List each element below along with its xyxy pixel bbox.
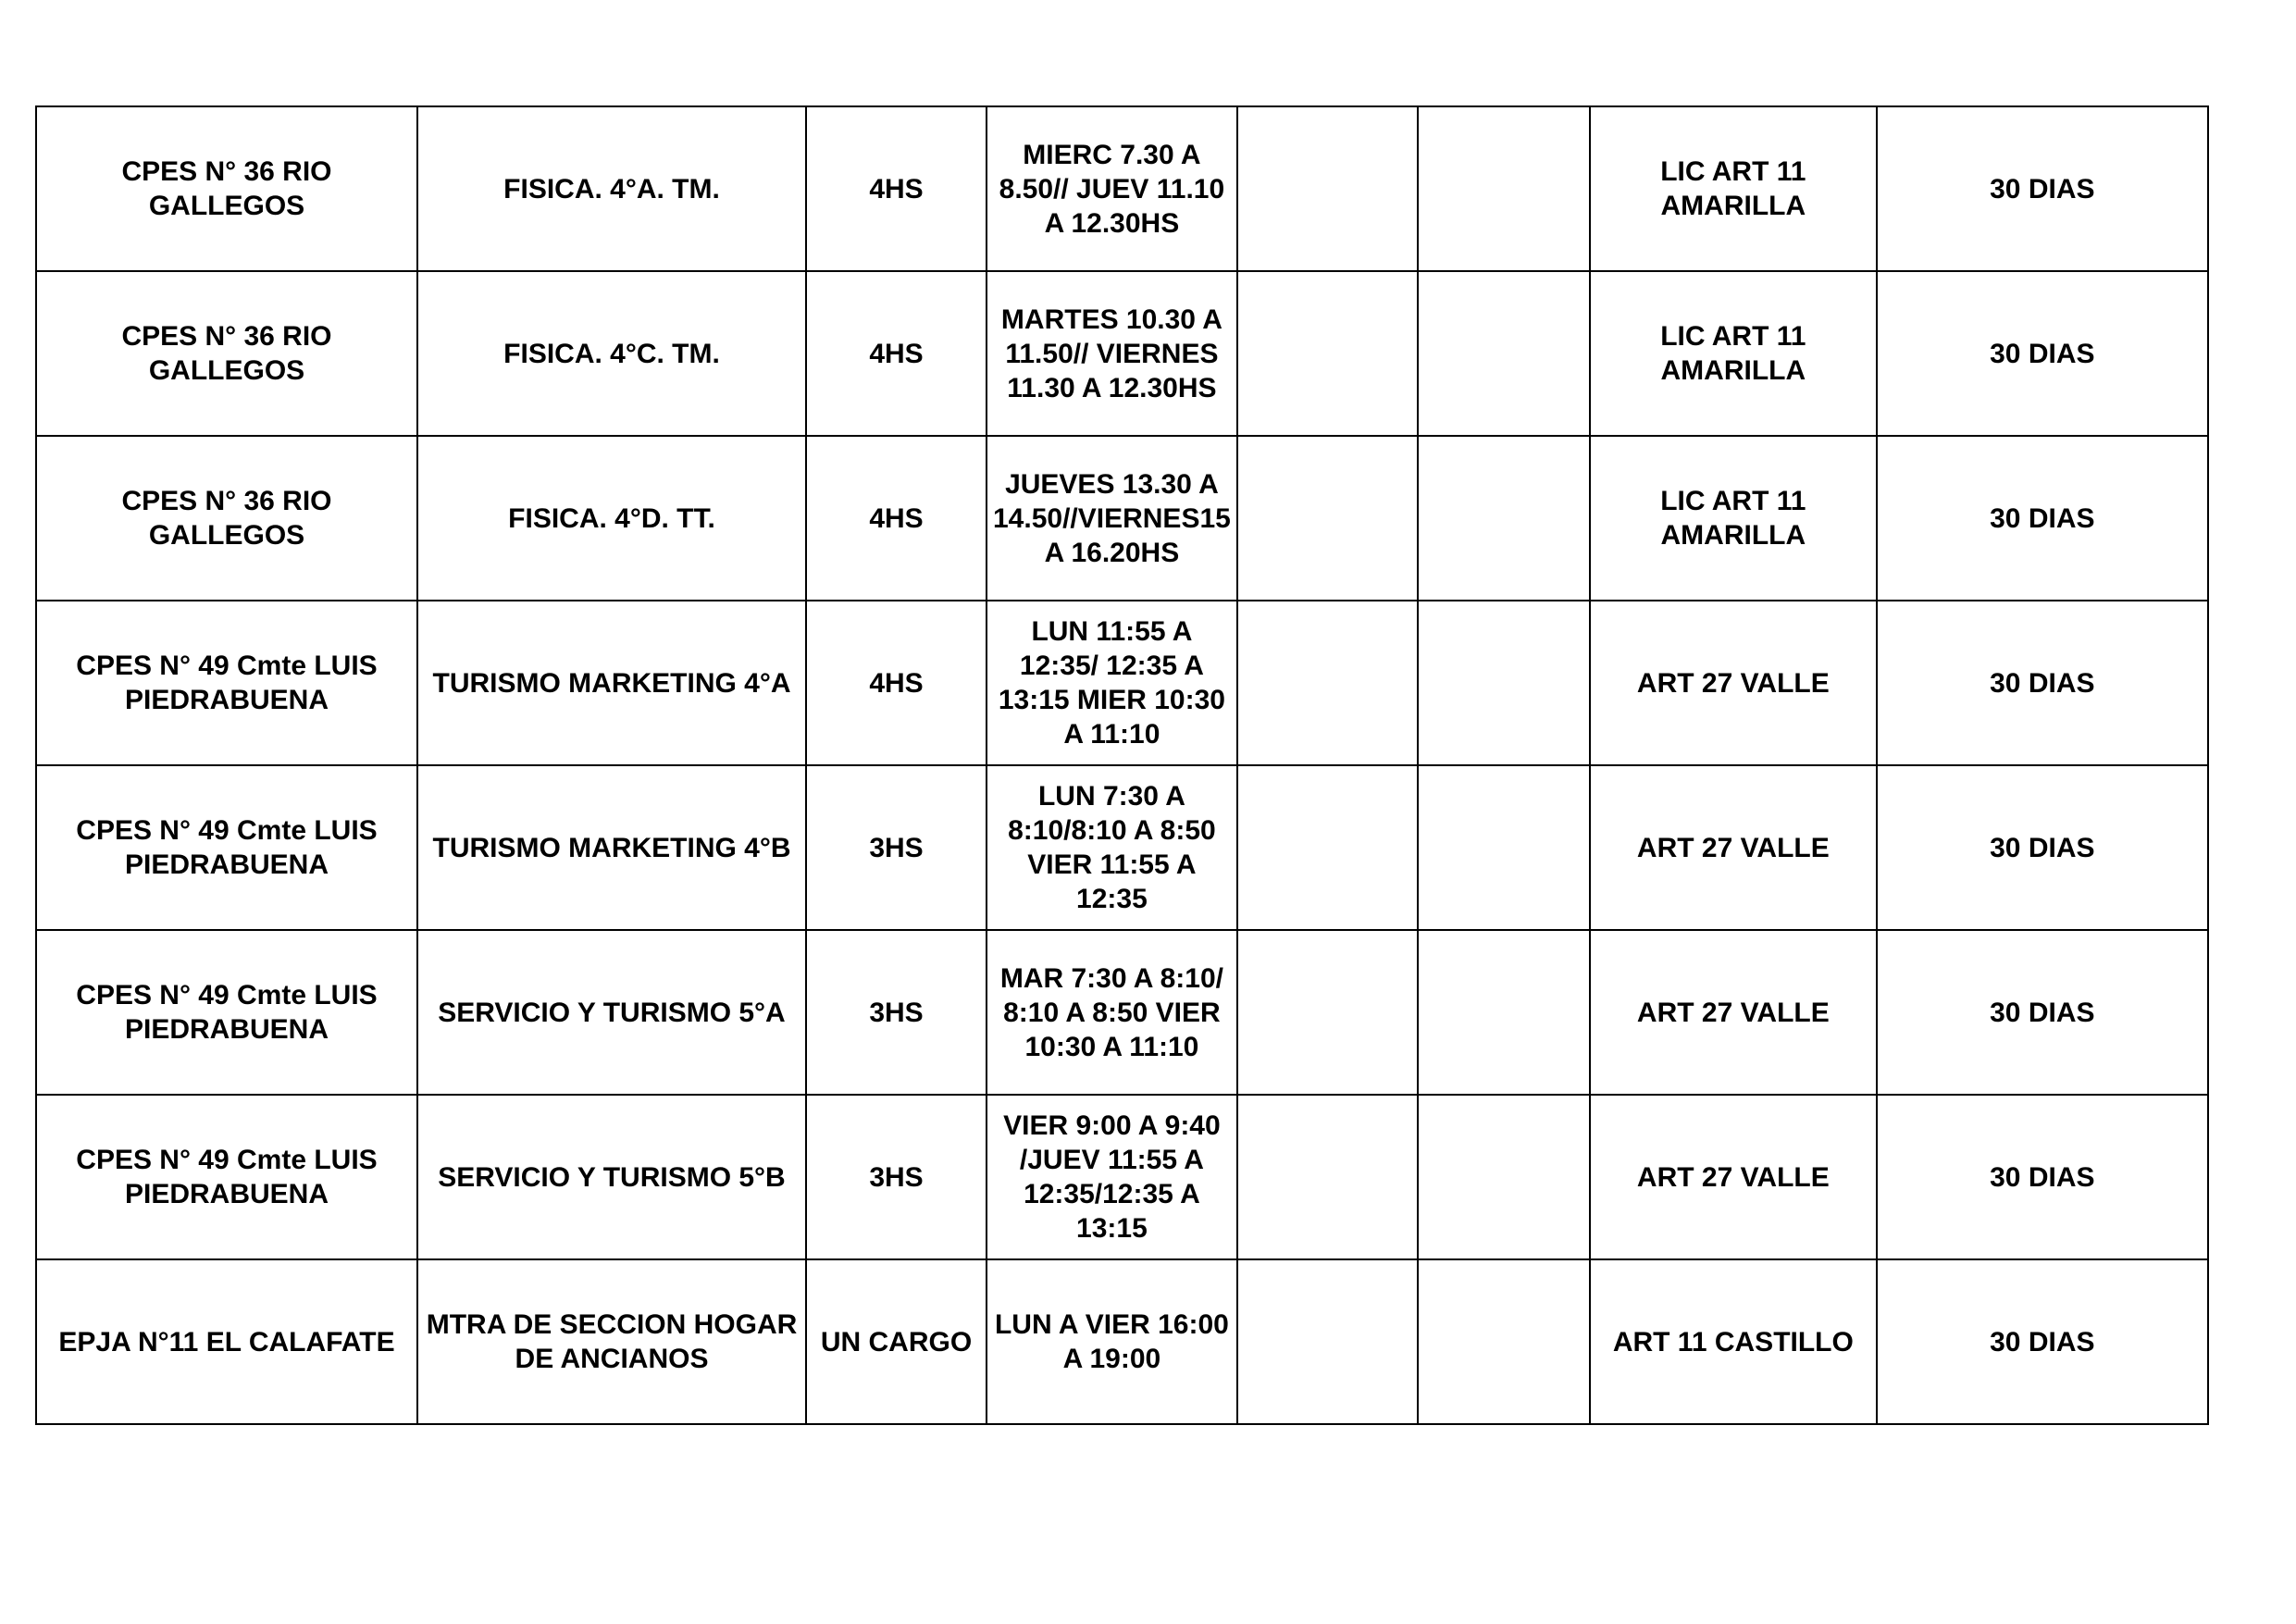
leave-reason-cell: ART 27 VALLE xyxy=(1590,601,1877,765)
institution-cell: CPES N° 49 Cmte LUIS PIEDRABUENA xyxy=(36,601,417,765)
hours-cell: 4HS xyxy=(806,601,987,765)
schedule-cell: MAR 7:30 A 8:10/ 8:10 A 8:50 VIER 10:30 A 11:10 xyxy=(987,930,1237,1095)
empty-cell xyxy=(1237,106,1418,271)
subject-cell: MTRA DE SECCION HOGAR DE ANCIANOS xyxy=(417,1259,806,1424)
institution-cell: CPES N° 36 RIO GALLEGOS xyxy=(36,106,417,271)
subject-cell: TURISMO MARKETING 4°A xyxy=(417,601,806,765)
hours-cell: 3HS xyxy=(806,765,987,930)
empty-cell xyxy=(1418,765,1590,930)
subject-cell: FISICA. 4°C. TM. xyxy=(417,271,806,436)
leave-reason-cell: LIC ART 11 AMARILLA xyxy=(1590,106,1877,271)
institution-cell: CPES N° 49 Cmte LUIS PIEDRABUENA xyxy=(36,930,417,1095)
leave-reason-cell: ART 27 VALLE xyxy=(1590,930,1877,1095)
leave-reason-cell: ART 27 VALLE xyxy=(1590,765,1877,930)
empty-cell xyxy=(1237,436,1418,601)
subject-cell: TURISMO MARKETING 4°B xyxy=(417,765,806,930)
table-row xyxy=(36,601,2208,765)
empty-cell xyxy=(1237,1259,1418,1424)
hours-cell: 4HS xyxy=(806,271,987,436)
schedule-cell: LUN 7:30 A 8:10/8:10 A 8:50 VIER 11:55 A 12:35 xyxy=(987,765,1237,930)
table-row xyxy=(36,930,2208,1095)
table-row xyxy=(36,436,2208,601)
empty-cell xyxy=(1418,930,1590,1095)
table-row xyxy=(36,765,2208,930)
institution-cell: CPES N° 49 Cmte LUIS PIEDRABUENA xyxy=(36,765,417,930)
duration-cell: 30 DIAS xyxy=(1877,1095,2208,1259)
empty-cell xyxy=(1237,601,1418,765)
table-row xyxy=(36,1095,2208,1259)
empty-cell xyxy=(1237,930,1418,1095)
empty-cell xyxy=(1237,1095,1418,1259)
empty-cell xyxy=(1418,1259,1590,1424)
schedule-cell: MARTES 10.30 A 11.50// VIERNES 11.30 A 12.30HS xyxy=(987,271,1237,436)
institution-cell: CPES N° 36 RIO GALLEGOS xyxy=(36,271,417,436)
schedule-cell: VIER 9:00 A 9:40 /JUEV 11:55 A 12:35/12:35 A 13:15 xyxy=(987,1095,1237,1259)
hours-cell: 4HS xyxy=(806,436,987,601)
duration-cell: 30 DIAS xyxy=(1877,765,2208,930)
table-row xyxy=(36,106,2208,271)
institution-cell: CPES N° 49 Cmte LUIS PIEDRABUENA xyxy=(36,1095,417,1259)
table-body xyxy=(36,106,2208,1424)
duration-cell: 30 DIAS xyxy=(1877,436,2208,601)
leave-reason-cell: LIC ART 11 AMARILLA xyxy=(1590,436,1877,601)
hours-cell: 3HS xyxy=(806,930,987,1095)
institution-cell: CPES N° 36 RIO GALLEGOS xyxy=(36,436,417,601)
subject-cell: SERVICIO Y TURISMO 5°A xyxy=(417,930,806,1095)
duration-cell: 30 DIAS xyxy=(1877,271,2208,436)
duration-cell: 30 DIAS xyxy=(1877,106,2208,271)
table-row xyxy=(36,1259,2208,1424)
vacancy-table xyxy=(35,105,2209,1425)
empty-cell xyxy=(1418,1095,1590,1259)
empty-cell xyxy=(1237,765,1418,930)
empty-cell xyxy=(1418,436,1590,601)
subject-cell: FISICA. 4°D. TT. xyxy=(417,436,806,601)
subject-cell: SERVICIO Y TURISMO 5°B xyxy=(417,1095,806,1259)
schedule-cell: MIERC 7.30 A 8.50// JUEV 11.10 A 12.30HS xyxy=(987,106,1237,271)
duration-cell: 30 DIAS xyxy=(1877,601,2208,765)
hours-cell: UN CARGO xyxy=(806,1259,987,1424)
schedule-cell: LUN A VIER 16:00 A 19:00 xyxy=(987,1259,1237,1424)
empty-cell xyxy=(1418,106,1590,271)
duration-cell: 30 DIAS xyxy=(1877,930,2208,1095)
empty-cell xyxy=(1237,271,1418,436)
empty-cell xyxy=(1418,601,1590,765)
table-row xyxy=(36,271,2208,436)
subject-cell: FISICA. 4°A. TM. xyxy=(417,106,806,271)
schedule-cell: JUEVES 13.30 A 14.50//VIERNES15 A 16.20HS xyxy=(987,436,1237,601)
schedule-cell: LUN 11:55 A 12:35/ 12:35 A 13:15 MIER 10:30 A 11:10 xyxy=(987,601,1237,765)
duration-cell: 30 DIAS xyxy=(1877,1259,2208,1424)
leave-reason-cell: ART 27 VALLE xyxy=(1590,1095,1877,1259)
leave-reason-cell: ART 11 CASTILLO xyxy=(1590,1259,1877,1424)
hours-cell: 4HS xyxy=(806,106,987,271)
leave-reason-cell: LIC ART 11 AMARILLA xyxy=(1590,271,1877,436)
empty-cell xyxy=(1418,271,1590,436)
hours-cell: 3HS xyxy=(806,1095,987,1259)
institution-cell: EPJA N°11 EL CALAFATE xyxy=(36,1259,417,1424)
